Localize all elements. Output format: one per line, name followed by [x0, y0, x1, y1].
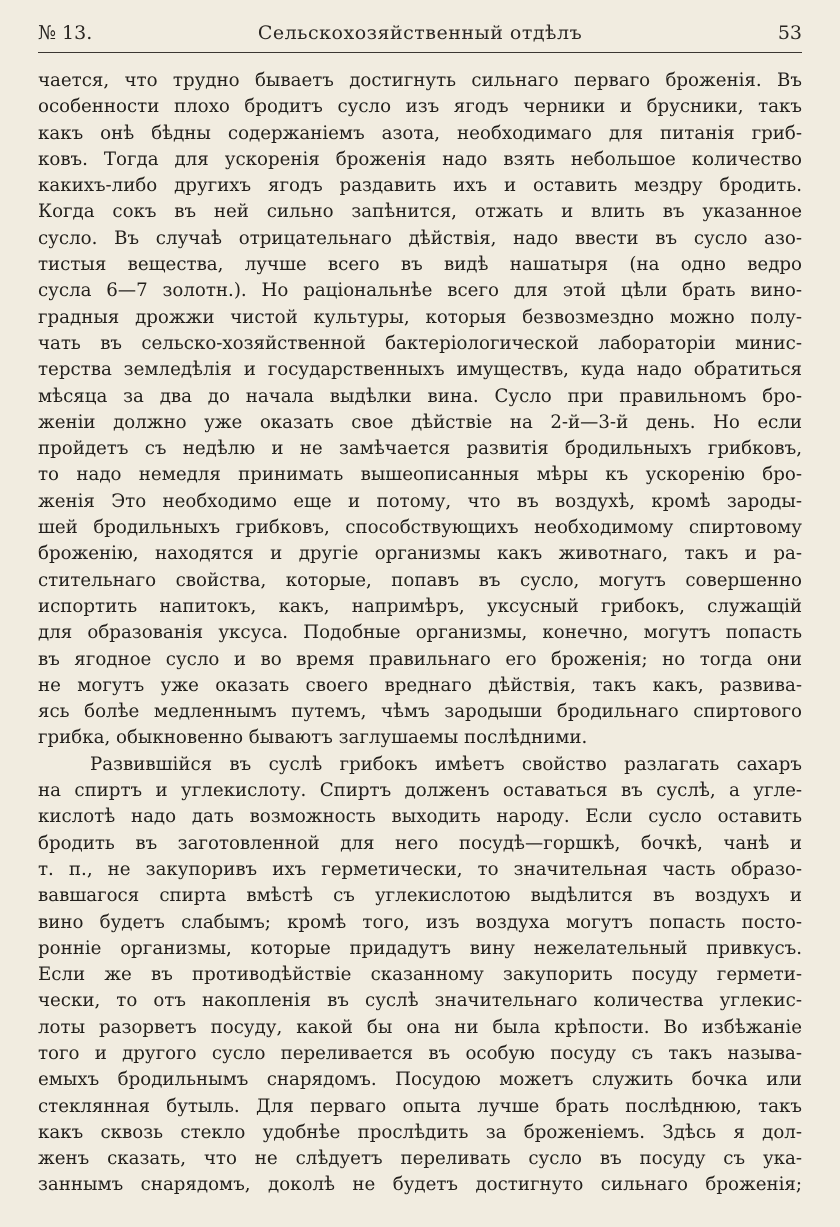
- text-line: т. п., не закупоривъ ихъ герметически, то значительная часть образо-: [38, 858, 802, 880]
- text-line: какъ сквозь стекло удобнѣе прослѣдить за броженіемъ. Здѣсь я дол-: [38, 1121, 802, 1143]
- text-line: чать въ сельско-хозяйственной бактеріологической лабораторіи минис-: [38, 332, 802, 354]
- text-line: на спиртъ и углекислоту. Спиртъ долженъ оставаться въ суслѣ, а угле-: [38, 780, 802, 802]
- text-line: чески, то отъ накопленія въ суслѣ значительнаго количества углекис-: [38, 990, 802, 1012]
- text-line: какъ онѣ бѣдны содержаніемъ азота, необходимаго для питанія гриб-: [38, 122, 802, 144]
- text-line: то надо немедля принимать вышеописанныя мѣры къ ускоренію бро-: [38, 464, 802, 486]
- text-line: ронніе организмы, которые придадутъ вину нежелательный привкусъ.: [38, 937, 802, 959]
- text-line: шей бродильныхъ грибковъ, способствующихъ необходимому спиртовому: [38, 517, 802, 539]
- text-line: вино будетъ слабымъ; кромѣ того, изъ воздуха могутъ попасть посто-: [38, 911, 802, 933]
- text-line: вавшагося спирта вмѣстѣ съ углекислотою выдѣлится въ воздухъ и: [38, 885, 802, 907]
- text-line: не могутъ уже оказать своего вреднаго дѣйствія, такъ какъ, развива-: [38, 674, 802, 696]
- text-line: женія Это необходимо еще и потому, что въ воздухѣ, кромѣ зароды-: [38, 490, 802, 512]
- text-line: сусла 6—7 золотн.). Но раціональнѣе всего для этой цѣли брать вино-: [38, 280, 802, 302]
- text-line: того и другого сусло переливается въ особую посуду съ такъ называ-: [38, 1042, 802, 1064]
- text-line: лоты разорветъ посуду, какой бы она ни была крѣпости. Во избѣжаніе: [38, 1016, 802, 1038]
- section-title: Сельскохозяйственный отдѣлъ: [257, 22, 583, 44]
- text-line: мѣсяца за два до начала выдѣлки вина. Сусло при правильномъ бро-: [38, 385, 802, 407]
- text-line: женъ сказать, что не слѣдуетъ переливать сусло въ посуду съ ука-: [38, 1148, 802, 1170]
- text-line: женіи должно уже оказать свое дѣйствіе на 2-й—3-й день. Но если: [38, 411, 802, 433]
- text-line: сусло. Въ случаѣ отрицательнаго дѣйствія, надо ввести въ сусло азо-: [38, 227, 802, 249]
- text-line: Когда сокъ въ ней сильно запѣнится, отжать и влить въ указанное: [38, 201, 802, 223]
- text-line: бродить въ заготовленной для него посудѣ—горшкѣ, бочкѣ, чанѣ и: [38, 832, 802, 854]
- text-line: въ ягодное сусло и во время правильнаго его броженія; но тогда они: [38, 648, 802, 670]
- text-line: какихъ-либо другихъ ягодъ раздавить ихъ и оставить мездру бродить.: [38, 175, 802, 197]
- text-line: ковъ. Тогда для ускоренія броженія надо взять небольшое количество: [38, 148, 802, 170]
- text-line: броженію, находятся и другіе организмы какъ животнаго, такъ и ра-: [38, 543, 802, 565]
- header-rule: [38, 52, 802, 53]
- text-line: ясь болѣе медленнымъ путемъ, чѣмъ зародыши бродильнаго спиртового: [38, 701, 802, 723]
- text-line: тистыя вещества, лучше всего въ видѣ нашатыря (на одно ведро: [38, 254, 802, 276]
- text-line: стеклянная бутыль. Для перваго опыта лучше брать послѣднюю, такъ: [38, 1095, 802, 1117]
- text-line: Если же въ противодѣйствіе сказанному закупорить посуду гермети-: [38, 964, 802, 986]
- text-line: емыхъ бродильнымъ снарядомъ. Посудою можетъ служить бочка или: [38, 1069, 802, 1091]
- issue-number: № 13.: [38, 22, 93, 44]
- paragraph-end-line: грибка, обыкновенно бываютъ заглушаемы послѣдними.: [38, 727, 588, 749]
- text-line: особенности плохо бродитъ сусло изъ ягодъ черники и брусники, такъ: [38, 96, 802, 118]
- text-line: чается, что трудно бываетъ достигнуть сильнаго перваго броженія. Въ: [38, 70, 802, 91]
- running-header: [38, 22, 802, 52]
- text-line: стительнаго свойства, которые, попавъ въ сусло, могутъ совершенно: [38, 569, 802, 591]
- text-line: пройдетъ съ недѣлю и не замѣчается развитія бродильныхъ грибковъ,: [38, 438, 802, 460]
- text-line: для образованія уксуса. Подобные организмы, конечно, могутъ попасть: [38, 622, 802, 644]
- body-text: [38, 68, 802, 1199]
- page-number: 53: [777, 22, 802, 44]
- text-line: терства земледѣлія и государственныхъ имуществъ, куда надо обратиться: [38, 359, 802, 381]
- text-line: градныя дрожжи чистой культуры, которыя безвозмездно можно полу-: [38, 306, 802, 328]
- paragraph-start-line: Развившійся въ суслѣ грибокъ имѣетъ свойство разлагать сахаръ: [90, 753, 802, 775]
- text-line: испортить напитокъ, какъ, напримѣръ, уксусный грибокъ, служащій: [38, 595, 802, 617]
- text-line: заннымъ снарядомъ, доколѣ не будетъ достигнуто сильнаго броженія;: [38, 1174, 802, 1196]
- text-line: кислотѣ надо дать возможность выходить народу. Если сусло оставить: [38, 806, 802, 828]
